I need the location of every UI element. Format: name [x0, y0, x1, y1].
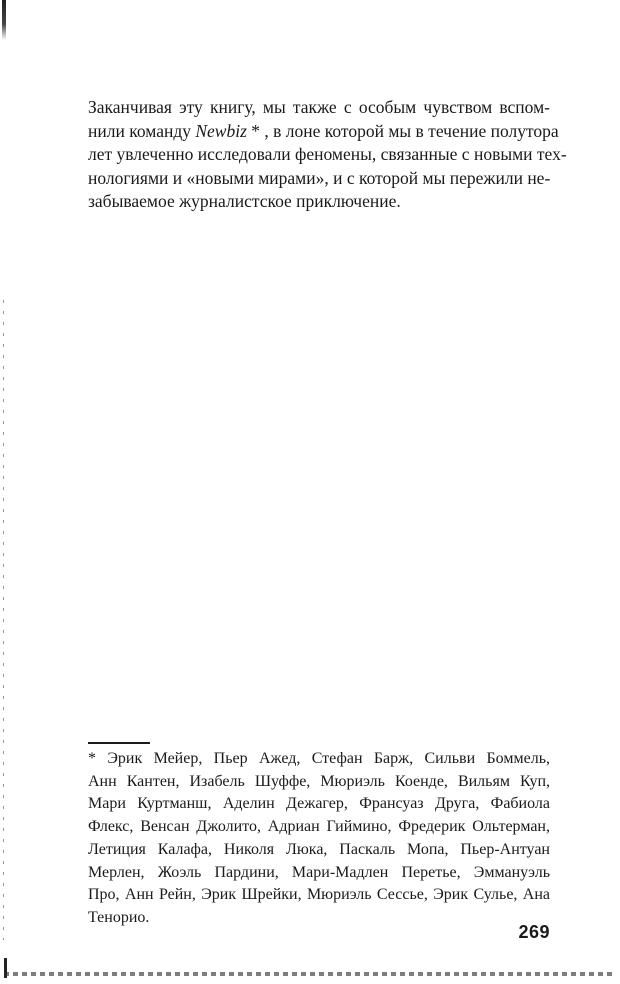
- paragraph-line-text: нологиями и «новыми мирами», и с которой мы пережили не-: [88, 167, 551, 188]
- paragraph-line-text: забываемое журналистское приключение.: [88, 191, 401, 211]
- footnote-line: [88, 748, 550, 771]
- scan-mark: [2, 0, 6, 40]
- main-paragraph: [88, 96, 567, 214]
- footnote-line-text: Тенорио.: [88, 908, 150, 926]
- page-number: 269: [518, 922, 550, 942]
- footnote-line-text: * Эрик Мейер, Пьер Ажед, Стефан Барж, Сильви Боммель,: [88, 750, 550, 767]
- footnote-line-text: Анн Кантен, Изабель Шуффе, Мюриэль Коенде, Вильям Куп,: [88, 772, 550, 790]
- paragraph-line: [88, 120, 559, 144]
- footnote-line-text: Флекс, Венсан Джолито, Адриан Гиймино, Фредерик Ольтерман,: [88, 818, 550, 836]
- paragraph-line-text: * , в лоне которой мы в течение полутора: [246, 120, 559, 141]
- paragraph-line: [88, 190, 550, 214]
- scan-bottom-edge: [4, 972, 616, 976]
- footnote-line: [88, 907, 550, 930]
- paragraph-line-text: Заканчивая эту книгу, мы также с особым чувством вспом-: [88, 97, 550, 117]
- footnote-line-text: Мерлен, Жоэль Пардини, Мари-Мадлен Перетье, Эммануэль: [88, 863, 550, 881]
- footnote-rule: [88, 742, 150, 744]
- footnote-line-text: Про, Анн Рейн, Эрик Шрейки, Мюриэль Сессье, Эрик Сулье, Ана: [88, 886, 550, 904]
- footnote-line: [88, 793, 550, 816]
- footnote-line-text: Летиция Калафа, Николя Люка, Паскаль Мопа, Пьер-Антуан: [88, 840, 550, 858]
- scan-left-edge: [0, 0, 8, 984]
- team-name: Newbiz: [195, 120, 247, 141]
- paragraph-line-text: нили команду: [88, 120, 196, 141]
- paragraph-line-text: лет увлеченно исследовали феномены, связанные с новыми тех-: [88, 144, 567, 164]
- scan-edge-noise: [3, 300, 4, 940]
- paragraph-line: [88, 143, 567, 167]
- footnote: [88, 748, 550, 930]
- footnote-line: [88, 771, 550, 794]
- footnote-line: [88, 884, 550, 907]
- footnote-line-text: Мари Куртманш, Аделин Дежагер, Франсуаз Друга, Фабиола: [88, 795, 550, 813]
- paragraph-line: [88, 167, 550, 191]
- footnote-line: [88, 862, 550, 885]
- paragraph-line: [88, 96, 550, 120]
- footnote-line: [88, 839, 550, 862]
- footnote-line: [88, 816, 550, 839]
